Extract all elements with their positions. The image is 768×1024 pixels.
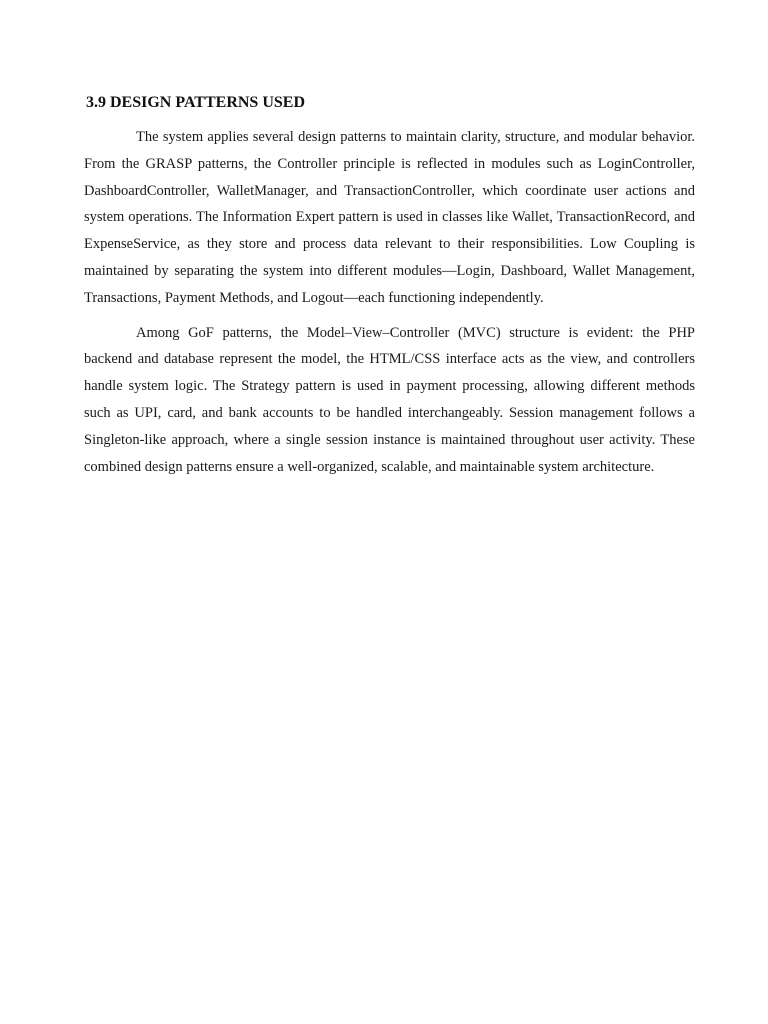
paragraph-grasp-patterns: The system applies several design patterns to maintain clarity, structure, and modular behavior. From the GRASP patterns, the Controller principle is reflected in modules such as LoginController, DashboardController, WalletManager, and TransactionController, which coordinate user actions and system operations. The Information Expert pattern is used in classes like Wallet, TransactionRecord, and ExpenseService, as they store and process data relevant to their responsibilities. Low Coupling is maintained by separating the system into different modules—Login, Dashboard, Wallet Management, Transactions, Payment Methods, and Logout—each functioning independently. — [84, 129, 695, 306]
section-heading: 3.9 DESIGN PATTERNS USED — [86, 94, 306, 111]
paragraph-gof-patterns: Among GoF patterns, the Model–View–Controller (MVC) structure is evident: the PHP backend and database represent the model, the HTML/CSS interface acts as the view, and controllers handle system logic. The Strategy pattern is used in payment processing, allowing different methods such as UPI, card, and bank accounts to be handled interchangeably. Session management follows a Singleton-like approach, where a single session instance is maintained throughout user activity. These combined design patterns ensure a well-organized, scalable, and maintainable system architecture. — [84, 324, 695, 475]
design-patterns-section — [84, 92, 695, 488]
